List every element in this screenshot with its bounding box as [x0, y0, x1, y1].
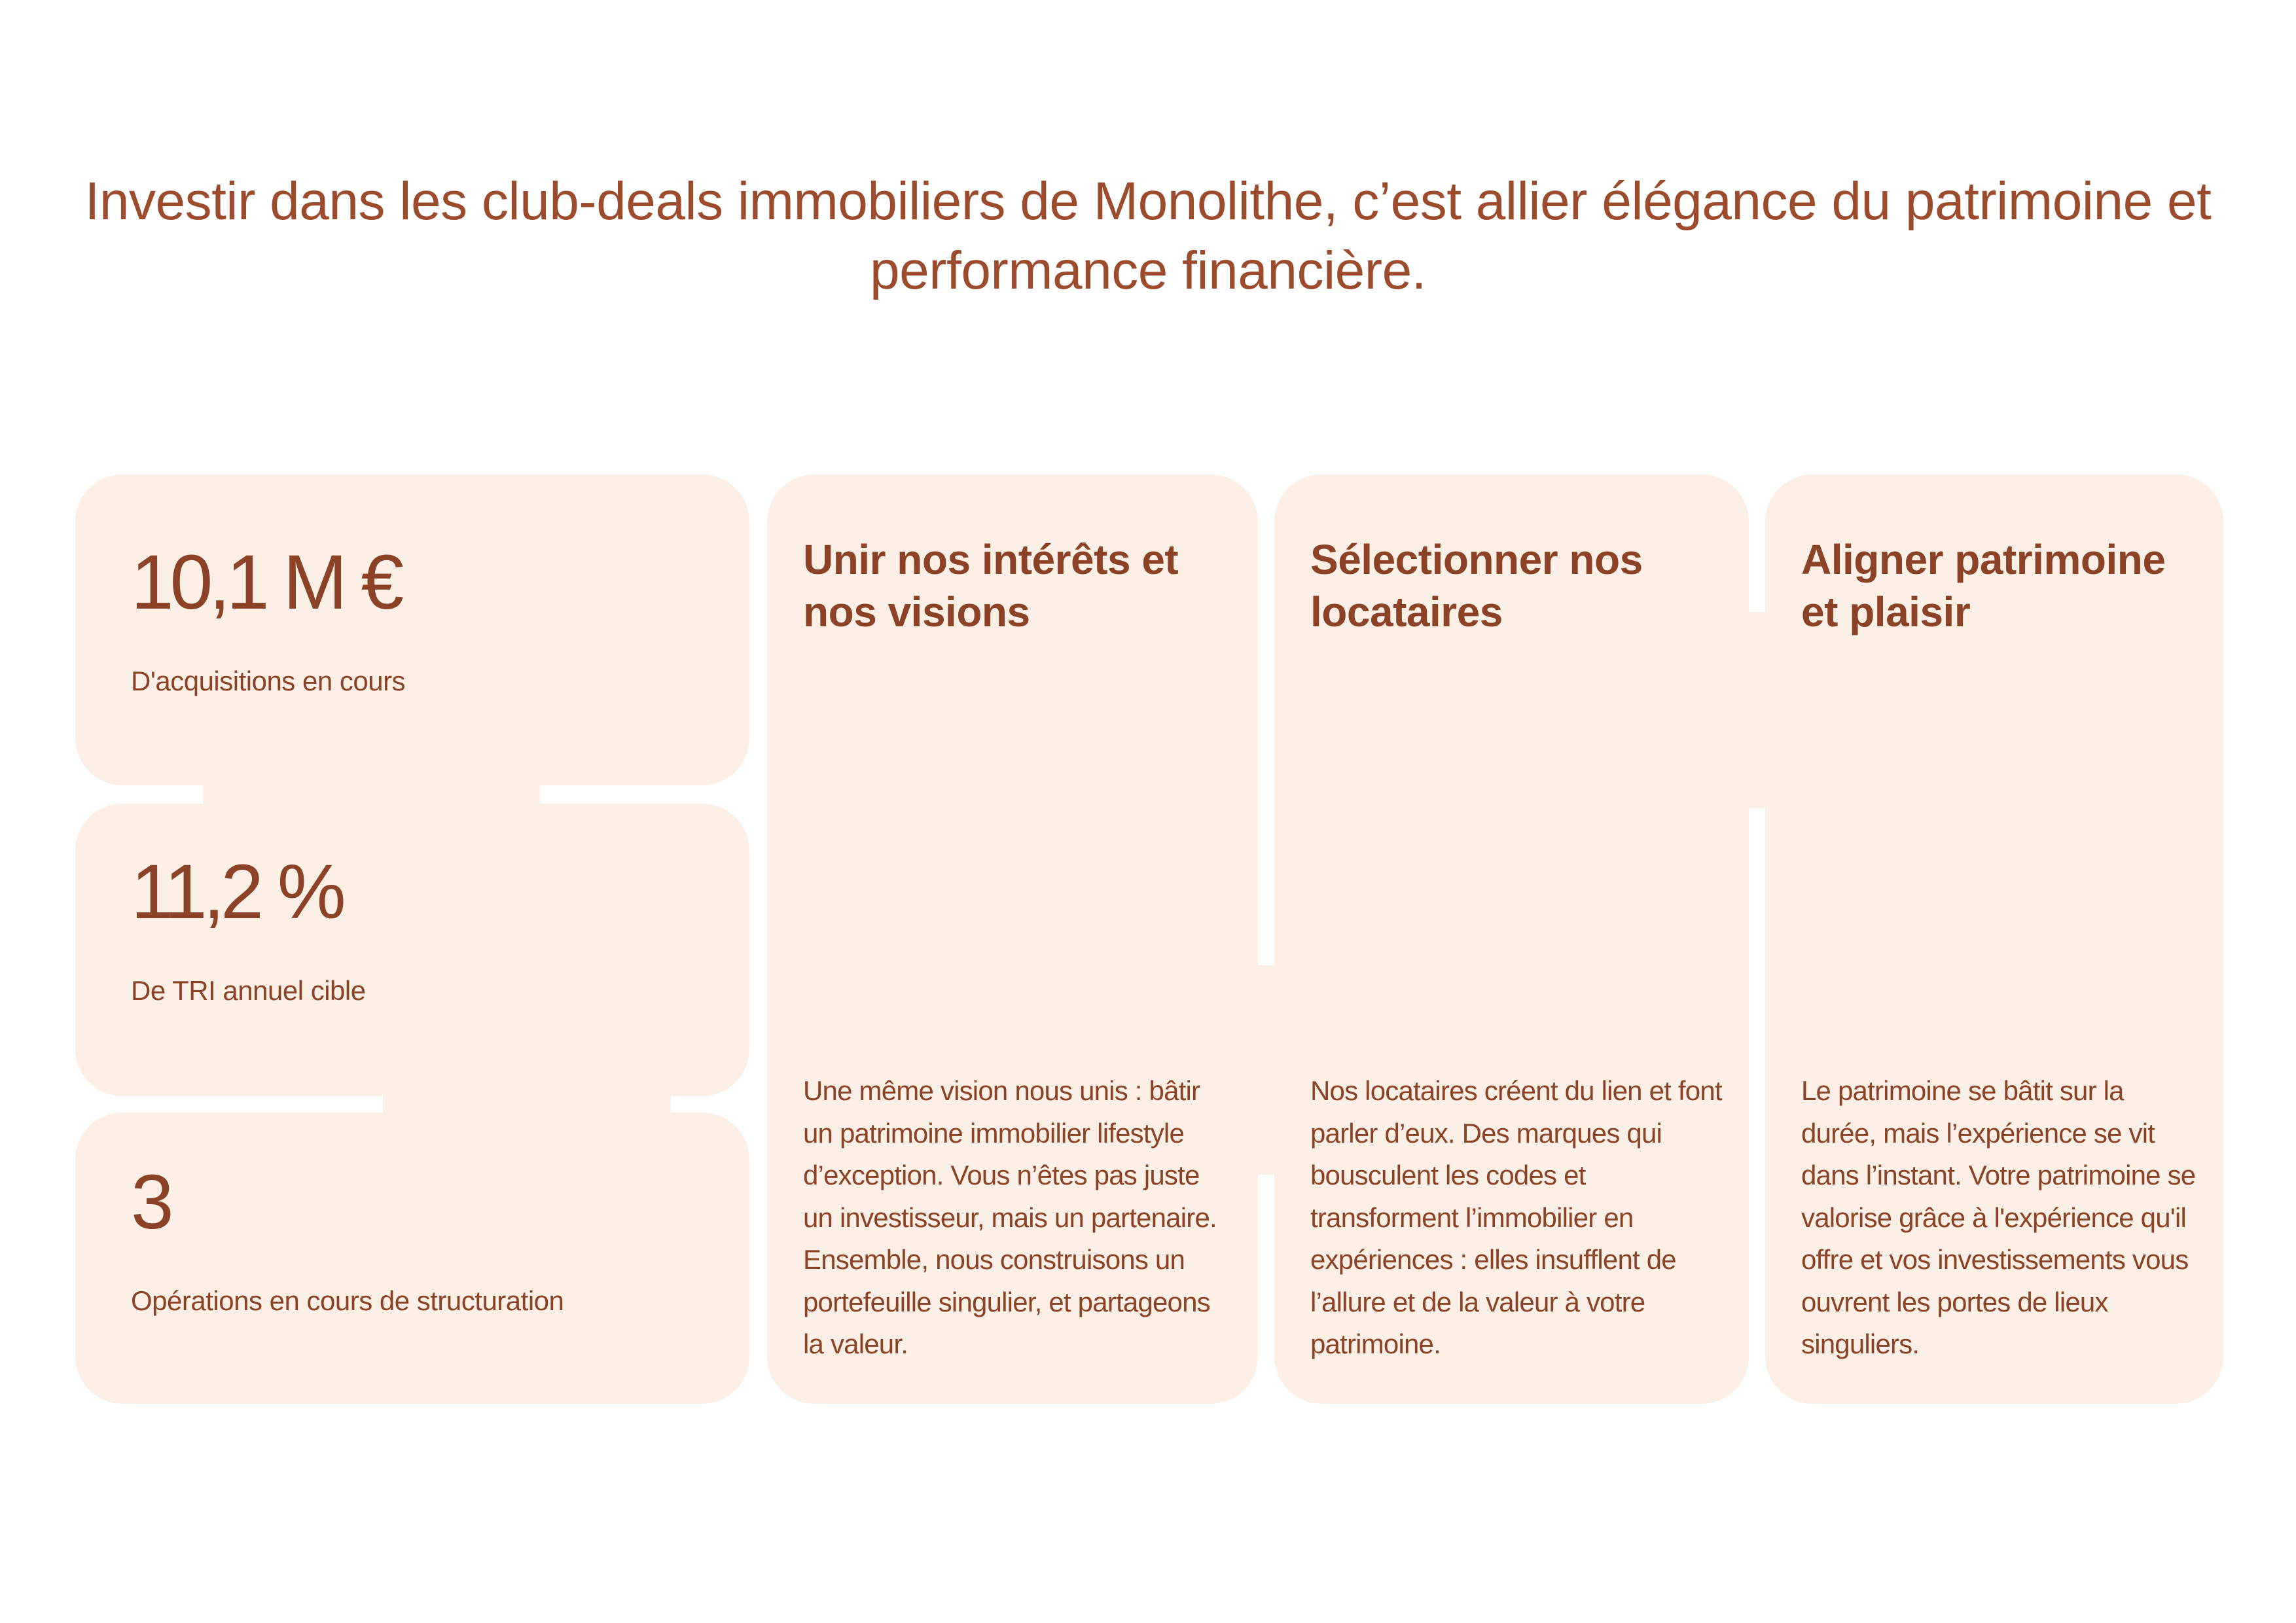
card-body: Le patrimoine se bâtit sur la durée, mais l’expérience se vit dans l’instant. Votre patrimoine se valorise grâce à l'expérience qu'il offre et vos investissements vous ouvrent les portes de lieux singuliers. — [1801, 1075, 2196, 1359]
card-connector — [203, 779, 540, 810]
card-body: Nos locataires créent du lien et font parler d’eux. Des marques qui bousculent les codes et transforment l’immobilier en expériences : elles insufflent de l’allure et de la valeur à votre patrimoine. — [1310, 1075, 1722, 1359]
stat-value: 11,2 % — [131, 849, 342, 935]
stat-card-operations — [75, 1113, 749, 1404]
feature-card-pleasure — [1765, 474, 2223, 1404]
card-connector — [383, 1090, 671, 1119]
stat-card-acquisitions — [75, 474, 749, 785]
card-title: Sélectionner nos locataires — [1310, 536, 1643, 635]
stat-value: 3 — [131, 1159, 170, 1245]
card-body: Une même vision nous unis : bâtir un patrimoine immobilier lifestyle d’exception. Vous n’êtes pas juste un investisseur, mais un partenaire. Ensemble, nous construisons un portefeuille singulier, et partageons la valeur. — [803, 1075, 1217, 1359]
feature-card-tenants — [1274, 474, 1749, 1404]
card-connector — [1742, 612, 1772, 808]
stat-value: 10,1 M € — [131, 539, 401, 626]
stat-card-tri — [75, 804, 749, 1096]
card-title: Aligner patrimoine et plaisir — [1801, 536, 2166, 635]
card-title: Unir nos intérêts et nos visions — [803, 536, 1179, 635]
stat-label: D'acquisitions en cours — [131, 666, 406, 696]
stat-label: De TRI annuel cible — [131, 975, 366, 1006]
page-headline: Investir dans les club-deals immobiliers de Monolithe, c’est allier élégance du patrimoine et performance financière. — [84, 171, 2212, 300]
feature-card-interests — [767, 474, 1258, 1404]
card-connector — [1251, 965, 1281, 1175]
stat-label: Opérations en cours de structuration — [131, 1285, 564, 1316]
